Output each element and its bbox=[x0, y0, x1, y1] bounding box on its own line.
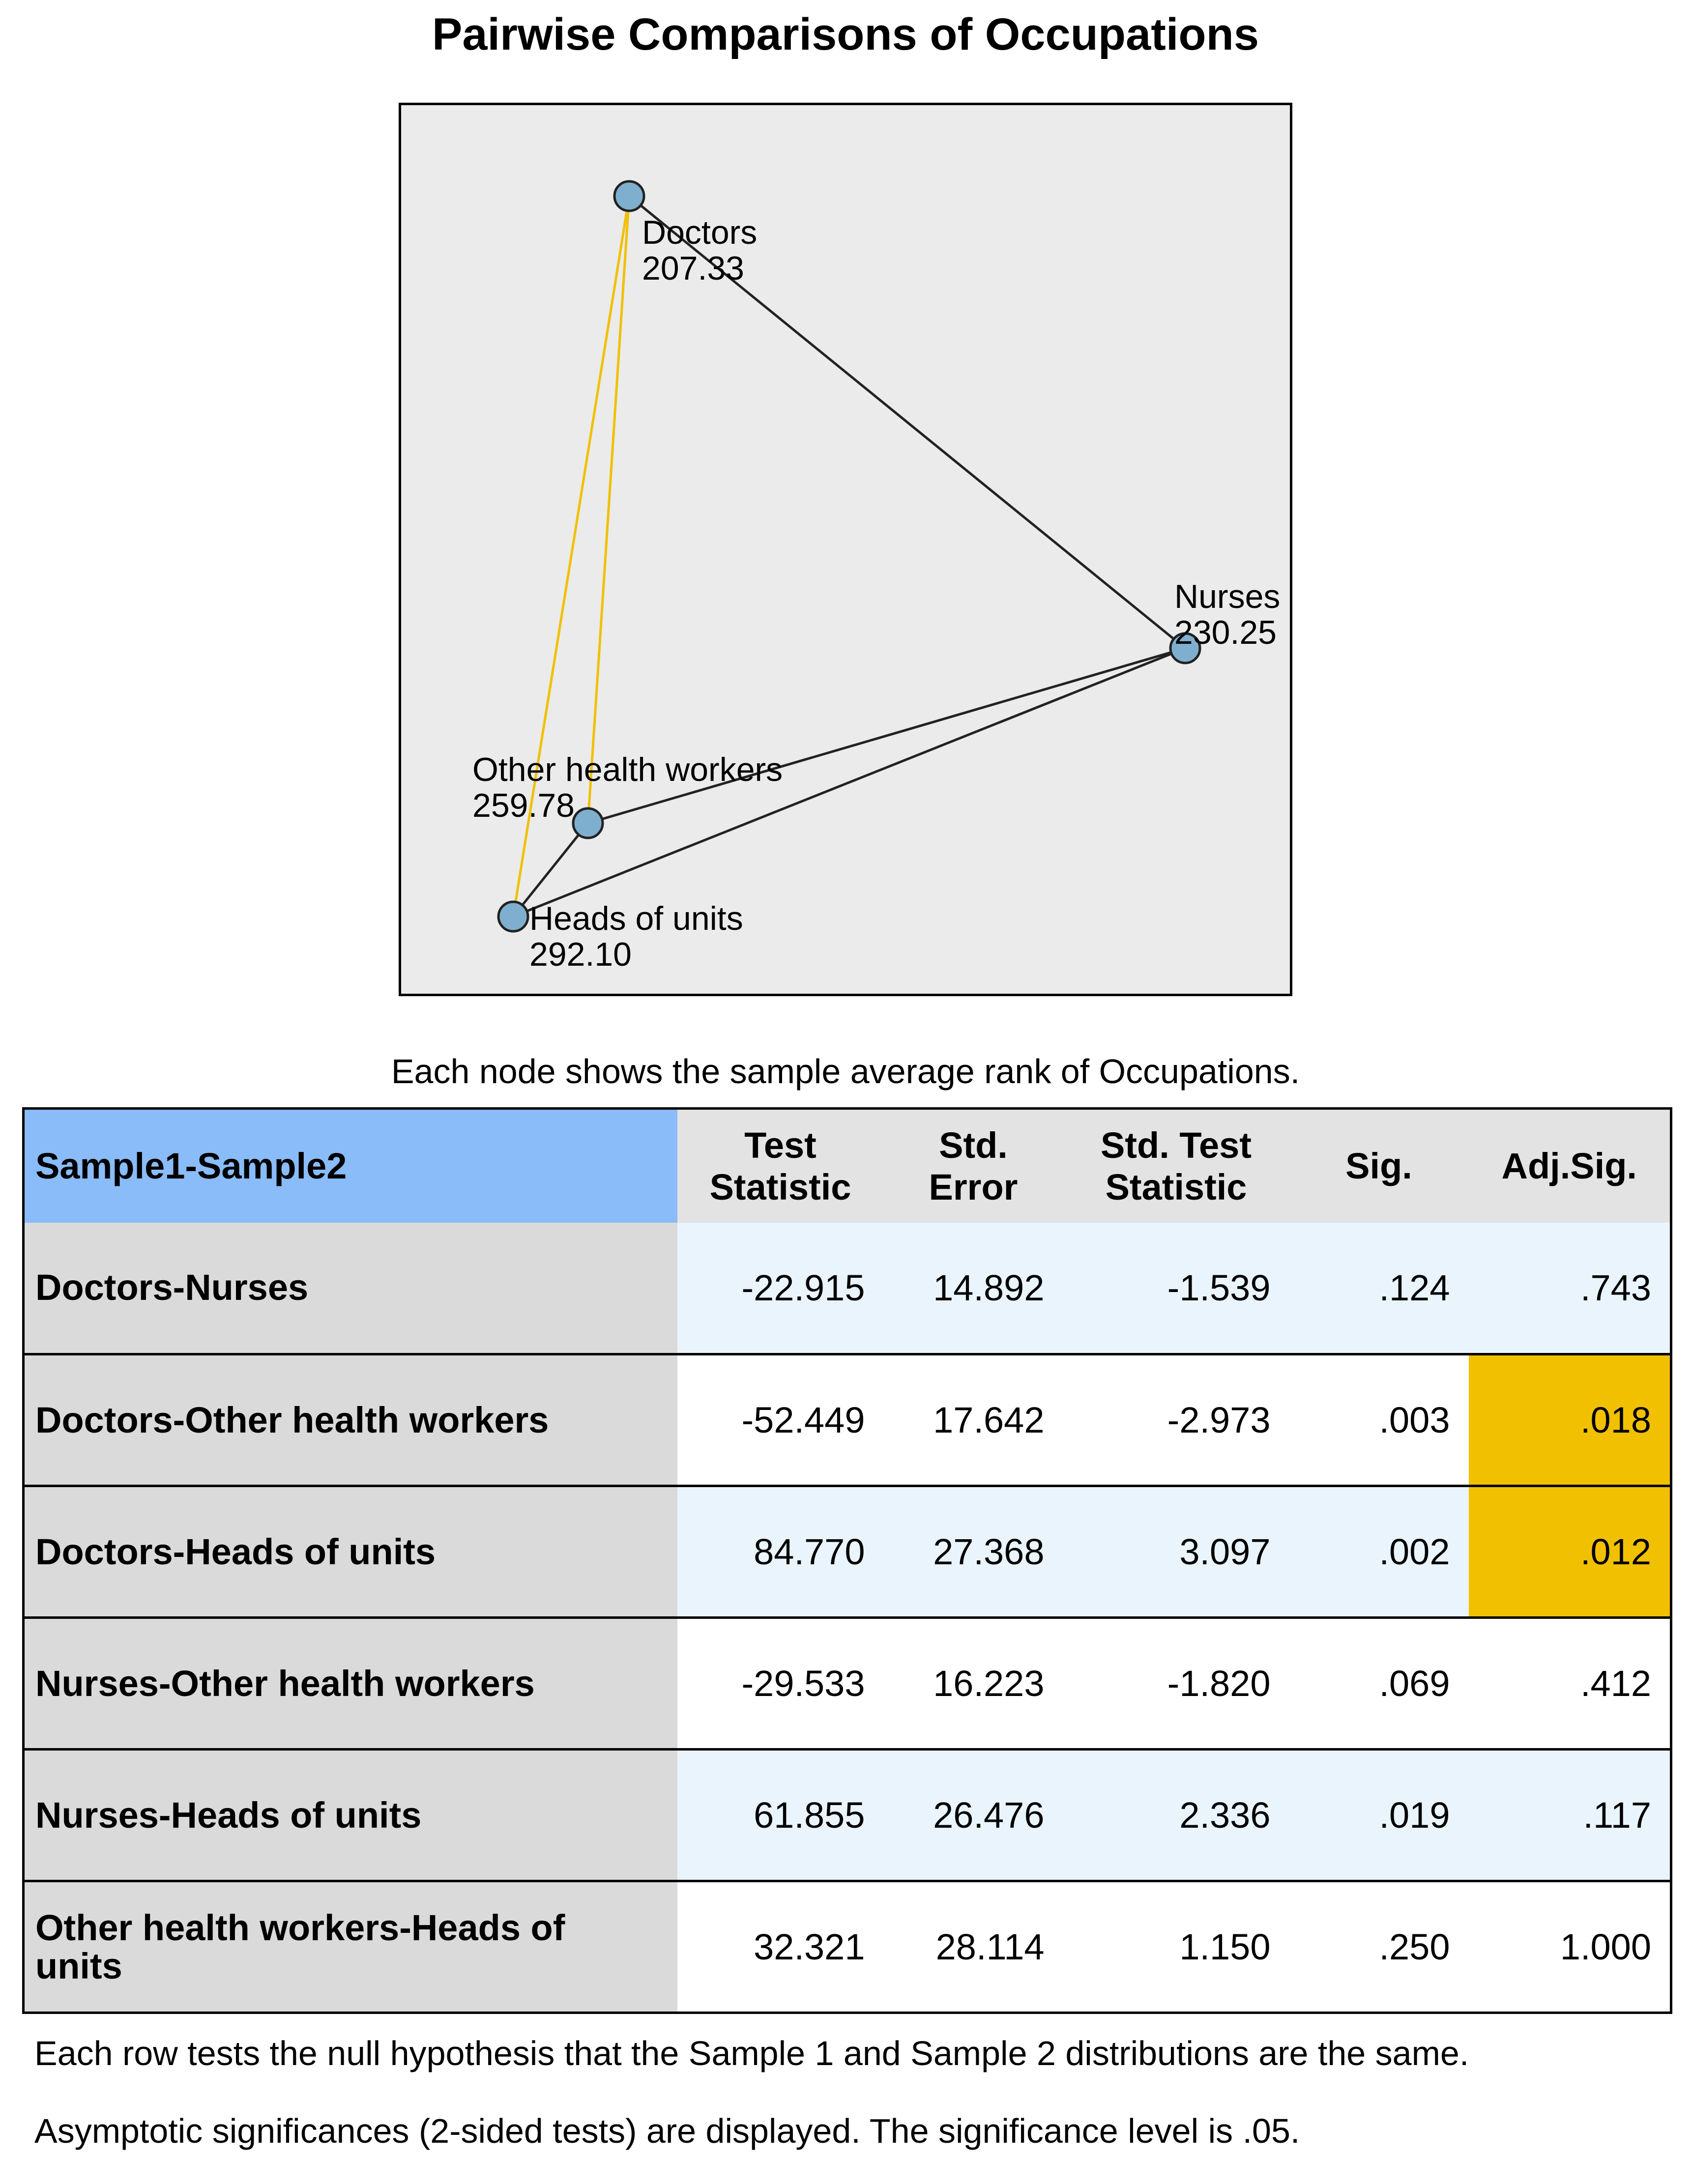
cell-std-error: 14.892 bbox=[884, 1223, 1063, 1354]
cell-test-statistic: -22.915 bbox=[677, 1223, 884, 1354]
cell-sig: .250 bbox=[1289, 1881, 1469, 2013]
node-doctors bbox=[614, 181, 644, 211]
cell-std-error: 27.368 bbox=[884, 1486, 1063, 1618]
header-std-error: Std. Error bbox=[884, 1109, 1063, 1223]
node-value-heads-of-units: 292.10 bbox=[529, 936, 632, 973]
header-sig: Sig. bbox=[1289, 1109, 1469, 1223]
node-label-nurses: Nurses bbox=[1174, 578, 1281, 615]
node-other-health-workers bbox=[573, 808, 603, 838]
header-pair: Sample1-Sample2 bbox=[24, 1109, 677, 1223]
comparisons-table bbox=[22, 1107, 1672, 2014]
footnote-significance: Asymptotic significances (2-sided tests) are displayed. The significance level is .05. bbox=[34, 2112, 1300, 2150]
cell-std-test-statistic: 2.336 bbox=[1063, 1750, 1289, 1881]
node-value-other-health-workers: 259.78 bbox=[472, 787, 575, 824]
cell-std-test-statistic: -1.539 bbox=[1063, 1223, 1289, 1354]
cell-adj-sig-significant: .012 bbox=[1469, 1486, 1671, 1618]
cell-test-statistic: 61.855 bbox=[677, 1750, 884, 1881]
cell-adj-sig-significant: .018 bbox=[1469, 1354, 1671, 1486]
table-row bbox=[24, 1223, 1671, 1354]
graph-caption: Each node shows the sample average rank of Occupations. bbox=[391, 1052, 1300, 1091]
table-row bbox=[24, 1354, 1671, 1486]
cell-std-test-statistic: -1.820 bbox=[1063, 1618, 1289, 1750]
cell-adj-sig: .412 bbox=[1469, 1618, 1671, 1750]
table-row bbox=[24, 1618, 1671, 1750]
cell-std-error: 16.223 bbox=[884, 1618, 1063, 1750]
cell-test-statistic: 84.770 bbox=[677, 1486, 884, 1618]
table-header-row bbox=[24, 1109, 1671, 1223]
cell-std-test-statistic: -2.973 bbox=[1063, 1354, 1289, 1486]
row-pair: Doctors-Nurses bbox=[24, 1223, 677, 1354]
label-layer bbox=[472, 214, 1280, 973]
cell-std-error: 28.114 bbox=[884, 1881, 1063, 2013]
cell-std-test-statistic: 3.097 bbox=[1063, 1486, 1289, 1618]
cell-std-test-statistic: 1.150 bbox=[1063, 1881, 1289, 2013]
node-value-doctors: 207.33 bbox=[642, 250, 744, 287]
node-label-other-health-workers: Other health workers bbox=[472, 751, 783, 788]
cell-adj-sig: .117 bbox=[1469, 1750, 1671, 1881]
row-pair: Nurses-Other health workers bbox=[24, 1618, 677, 1750]
row-pair: Doctors-Other health workers bbox=[24, 1354, 677, 1486]
chart-title: Pairwise Comparisons of Occupations bbox=[432, 9, 1259, 59]
table-row bbox=[24, 1881, 1671, 2013]
cell-std-error: 26.476 bbox=[884, 1750, 1063, 1881]
cell-test-statistic: -29.533 bbox=[677, 1618, 884, 1750]
node-heads-of-units bbox=[498, 902, 528, 931]
cell-sig: .002 bbox=[1289, 1486, 1469, 1618]
network-graph bbox=[399, 103, 1292, 996]
edge-doctors-other bbox=[588, 196, 629, 823]
node-label-heads-of-units: Heads of units bbox=[529, 900, 743, 937]
cell-test-statistic: -52.449 bbox=[677, 1354, 884, 1486]
row-pair: Doctors-Heads of units bbox=[24, 1486, 677, 1618]
cell-sig: .069 bbox=[1289, 1618, 1469, 1750]
header-adj-sig: Adj.Sig. bbox=[1469, 1109, 1671, 1223]
cell-sig: .124 bbox=[1289, 1223, 1469, 1354]
cell-sig: .019 bbox=[1289, 1750, 1469, 1881]
cell-sig: .003 bbox=[1289, 1354, 1469, 1486]
cell-std-error: 17.642 bbox=[884, 1354, 1063, 1486]
table-row bbox=[24, 1750, 1671, 1881]
edge-nurses-other bbox=[588, 648, 1185, 823]
node-value-nurses: 230.25 bbox=[1174, 614, 1277, 651]
edge-layer bbox=[513, 196, 1185, 917]
node-label-doctors: Doctors bbox=[642, 214, 758, 251]
row-pair: Other health workers-Heads of units bbox=[24, 1881, 677, 2013]
cell-adj-sig: 1.000 bbox=[1469, 1881, 1671, 2013]
header-std-test-statistic: Std. Test Statistic bbox=[1063, 1109, 1289, 1223]
table-row bbox=[24, 1486, 1671, 1618]
row-pair: Nurses-Heads of units bbox=[24, 1750, 677, 1881]
footnote-null-hypothesis: Each row tests the null hypothesis that the Sample 1 and Sample 2 distributions are the same. bbox=[34, 2034, 1469, 2072]
cell-adj-sig: .743 bbox=[1469, 1223, 1671, 1354]
network-graph-svg bbox=[401, 105, 1290, 994]
header-test-statistic: Test Statistic bbox=[677, 1109, 884, 1223]
cell-test-statistic: 32.321 bbox=[677, 1881, 884, 2013]
